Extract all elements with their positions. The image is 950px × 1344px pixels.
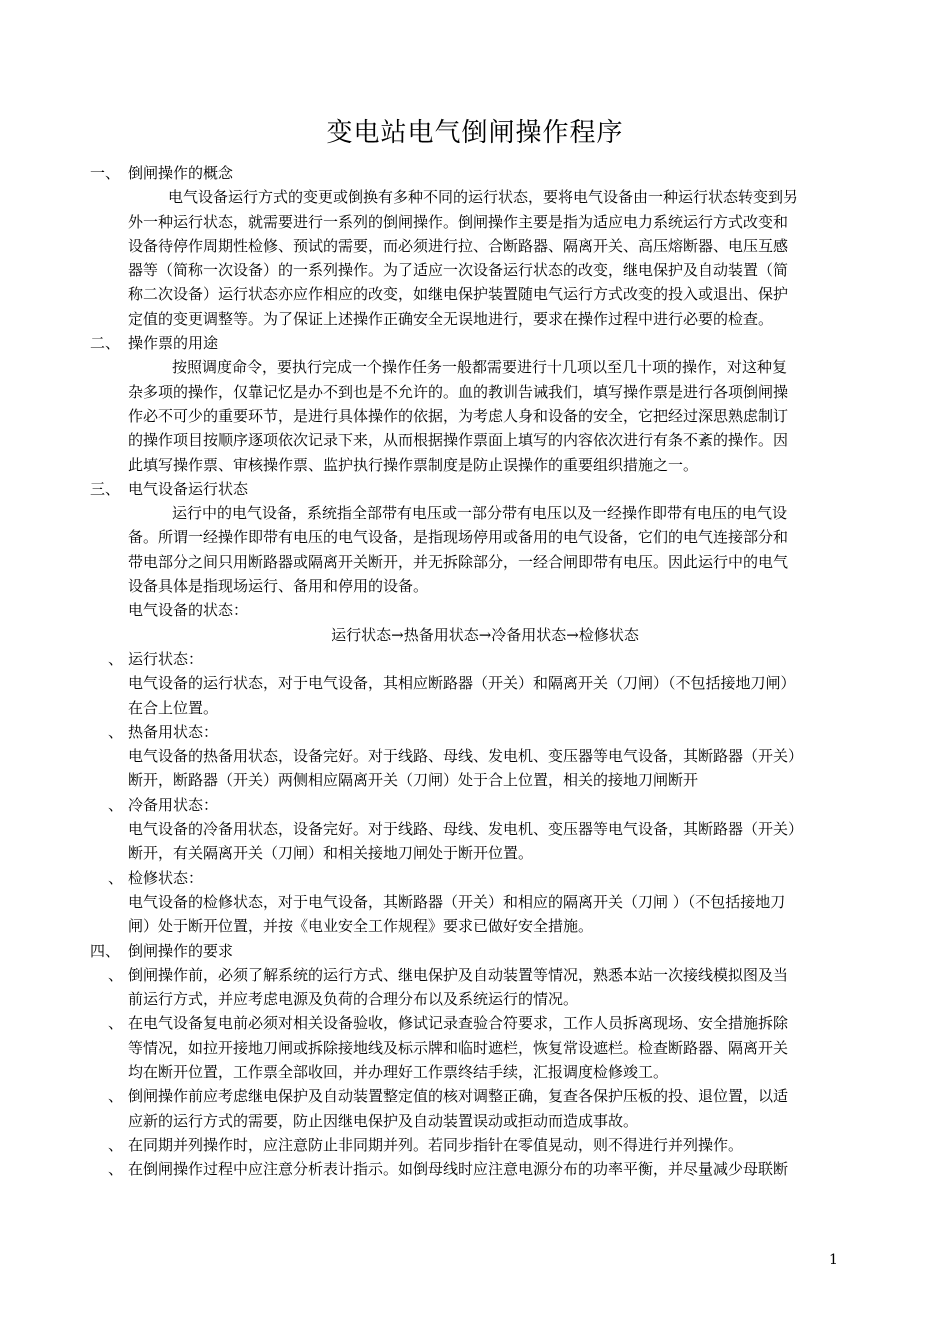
line-text: 检修状态： bbox=[128, 868, 204, 887]
section-number: 二、 bbox=[90, 334, 121, 353]
text-line bbox=[0, 1133, 950, 1157]
line-text: 电气设备的冷备用状态，设备完好。对于线路、母线、发电机、变压器等电气设备，其断路器（开关） bbox=[128, 820, 804, 839]
line-text: 作必不可少的重要环节，是进行具体操作的依据，为考虑人身和设备的安全，它把经过深思熟虑制订 bbox=[128, 406, 789, 425]
line-text: 等情况，如拉开接地刀闸或拆除接地线及标示牌和临时遮栏，恢复常设遮栏。检查断路器、隔离开关 bbox=[128, 1038, 789, 1057]
line-text: 设备待停作周期性检修、预试的需要，而必须进行拉、合断路器、隔离开关、高压熔断器、电压互感 bbox=[128, 236, 789, 255]
text-line bbox=[0, 720, 950, 744]
line-text: 断开，有关隔离开关（刀闸）和相关接地刀闸处于断开位置。 bbox=[128, 844, 534, 863]
text-line bbox=[0, 428, 950, 452]
line-text: 倒闸操作的要求 bbox=[128, 941, 234, 960]
text-line bbox=[0, 671, 950, 695]
text-line bbox=[0, 744, 950, 768]
section-heading bbox=[0, 939, 950, 963]
list-marker: 、 bbox=[108, 868, 124, 887]
line-text: 电气设备的热备用状态，设备完好。对于线路、母线、发电机、变压器等电气设备，其断路器（开关） bbox=[128, 747, 804, 766]
text-line bbox=[0, 768, 950, 792]
line-text: 运行状态： bbox=[128, 649, 204, 668]
text-line bbox=[0, 914, 950, 938]
line-text: 前运行方式，并应考虑电源及负荷的合理分布以及系统运行的情况。 bbox=[128, 990, 579, 1009]
list-marker: 、 bbox=[108, 1087, 124, 1106]
text-line bbox=[0, 355, 950, 379]
text-line bbox=[0, 525, 950, 549]
text-line bbox=[0, 647, 950, 671]
text-line bbox=[0, 987, 950, 1011]
line-text: 在电气设备复电前必须对相关设备验收，修试记录查验合符要求，工作人员拆离现场、安全措施拆除 bbox=[128, 1014, 789, 1033]
text-line bbox=[0, 793, 950, 817]
document-body bbox=[0, 161, 950, 1181]
line-text: 电气设备的运行状态，对于电气设备，其相应断路器（开关）和隔离开关（刀闸）（不包括接地刀闸） bbox=[128, 674, 796, 693]
line-text: 电气设备的检修状态，对于电气设备，其断路器（开关）和相应的隔离开关（刀闸 ）（不包括接地刀 bbox=[128, 892, 786, 911]
line-text: 外一种运行状态，就需要进行一系列的倒闸操作。倒闸操作主要是指为适应电力系统运行方式改变和 bbox=[128, 212, 789, 231]
line-text: 杂多项的操作，仅靠记忆是办不到也是不允许的。血的教训告诫我们，填写操作票是进行各项倒闸操 bbox=[128, 382, 789, 401]
section-number: 四、 bbox=[90, 941, 121, 960]
line-text: 电气设备运行方式的变更或倒换有多种不同的运行状态，要将电气设备由一种运行状态转变到另 bbox=[168, 188, 799, 207]
text-line bbox=[0, 258, 950, 282]
text-line bbox=[0, 380, 950, 404]
text-line bbox=[0, 574, 950, 598]
line-text: 均在断开位置，工作票全部收回，并办理好工作票终结手续，汇报调度检修竣工。 bbox=[128, 1062, 669, 1081]
text-line bbox=[0, 501, 950, 525]
line-text: 设备具体是指现场运行、备用和停用的设备。 bbox=[128, 577, 429, 596]
text-line bbox=[0, 453, 950, 477]
line-text: 在同期并列操作时，应注意防止非同期并列。若同步指针在零值晃动，则不得进行并列操作。 bbox=[128, 1135, 744, 1154]
text-line bbox=[0, 550, 950, 574]
line-text: 在合上位置。 bbox=[128, 698, 219, 717]
section-heading bbox=[0, 477, 950, 501]
line-text: 此填写操作票、审核操作票、监护执行操作票制度是防止误操作的重要组织措施之一。 bbox=[128, 455, 699, 474]
line-text: 应新的运行方式的需要，防止因继电保护及自动装置误动或拒动而造成事故。 bbox=[128, 1111, 639, 1130]
line-text: 按照调度命令，要执行完成一个操作任务一般都需要进行十几项以至几十项的操作，对这种复 bbox=[172, 358, 788, 377]
line-text: 带电部分之间只用断路器或隔离开关断开，并无拆除部分，一经合闸即带有电压。因此运行中的电气 bbox=[128, 552, 789, 571]
line-text: 断开，断路器（开关）两侧相应隔离开关（刀闸）处于合上位置，相关的接地刀闸断开 bbox=[128, 771, 699, 790]
section-heading bbox=[0, 331, 950, 355]
text-line bbox=[0, 1084, 950, 1108]
line-text: 冷备用状态： bbox=[128, 795, 219, 814]
line-text: 电气设备运行状态 bbox=[128, 479, 249, 498]
text-line bbox=[0, 841, 950, 865]
text-line bbox=[0, 623, 950, 647]
line-text: 的操作项目按顺序逐项依次记录下来，从而根据操作票面上填写的内容依次进行有条不紊的操作。因 bbox=[128, 431, 789, 450]
text-line bbox=[0, 282, 950, 306]
page-number: 1 bbox=[829, 1252, 838, 1268]
text-line bbox=[0, 307, 950, 331]
list-marker: 、 bbox=[108, 795, 124, 814]
section-number: 一、 bbox=[90, 164, 121, 182]
section-number: 三、 bbox=[90, 479, 121, 498]
line-text: 运行状态→热备用状态→冷备用状态→检修状态 bbox=[331, 625, 639, 644]
text-line bbox=[0, 1157, 950, 1181]
text-line bbox=[0, 598, 950, 622]
list-marker: 、 bbox=[108, 649, 124, 668]
line-text: 操作票的用途 bbox=[128, 334, 219, 353]
line-text: 倒闸操作前应考虑继电保护及自动装置整定值的核对调整正确，复查各保护压板的投、退位置，以适 bbox=[128, 1087, 789, 1106]
list-marker: 、 bbox=[108, 722, 124, 741]
list-marker: 、 bbox=[108, 965, 124, 984]
line-text: 电气设备的状态： bbox=[128, 601, 249, 620]
line-text: 定值的变更调整等。为了保证上述操作正确安全无误地进行，要求在操作过程中进行必要的检查。 bbox=[128, 309, 774, 328]
section-heading bbox=[0, 161, 950, 185]
list-marker: 、 bbox=[108, 1160, 124, 1179]
line-text: 备。所谓一经操作即带有电压的电气设备，是指现场停用或备用的电气设备，它们的电气连接部分和 bbox=[128, 528, 789, 547]
line-text: 在倒闸操作过程中应注意分析表计指示。如倒母线时应注意电源分布的功率平衡，并尽量减少母联断 bbox=[128, 1160, 789, 1179]
line-text: 倒闸操作的概念 bbox=[128, 164, 234, 182]
line-text: 闸）处于断开位置，并按《电业安全工作规程》要求已做好安全措施。 bbox=[128, 917, 594, 936]
line-text: 倒闸操作前，必须了解系统的运行方式、继电保护及自动装置等情况，熟悉本站一次接线模拟图及当 bbox=[128, 965, 789, 984]
line-text: 称二次设备）运行状态亦应作相应的改变，如继电保护装置随电气运行方式改变的投入或退出、保护 bbox=[128, 285, 789, 304]
line-text: 运行中的电气设备，系统指全部带有电压或一部分带有电压以及一经操作即带有电压的电气设 bbox=[172, 504, 788, 523]
text-line bbox=[0, 696, 950, 720]
text-line bbox=[0, 185, 950, 209]
text-line bbox=[0, 234, 950, 258]
text-line bbox=[0, 210, 950, 234]
text-line bbox=[0, 866, 950, 890]
document-title: 变电站电气倒闸操作程序 bbox=[326, 118, 624, 148]
list-marker: 、 bbox=[108, 1135, 124, 1154]
text-line bbox=[0, 1060, 950, 1084]
text-line bbox=[0, 1036, 950, 1060]
text-line bbox=[0, 404, 950, 428]
list-marker: 、 bbox=[108, 1014, 124, 1033]
text-line bbox=[0, 1109, 950, 1133]
text-line bbox=[0, 963, 950, 987]
text-line bbox=[0, 890, 950, 914]
text-line bbox=[0, 1011, 950, 1035]
text-line bbox=[0, 817, 950, 841]
line-text: 器等（简称一次设备）的一系列操作。为了适应一次设备运行状态的改变，继电保护及自动装置（简 bbox=[128, 261, 789, 280]
line-text: 热备用状态： bbox=[128, 722, 219, 741]
